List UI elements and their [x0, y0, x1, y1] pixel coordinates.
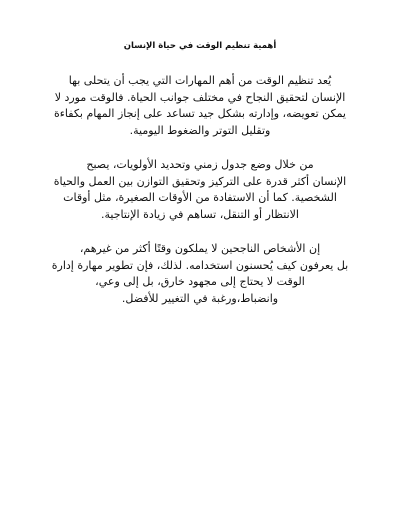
paragraph-line: وانضباط،ورغبة في التغيير للأفضل.: [121, 291, 279, 305]
document-title: أهمية تنظيم الوقت في حياة الإنسان: [123, 41, 277, 51]
paragraph-line: الوقت لا يحتاج إلى مجهود خارق، بل إلى وعي،: [95, 275, 305, 288]
paragraph-line: وتقليل التوتر والضغوط اليومية.: [129, 123, 271, 137]
paragraph-line: يُعد تنظيم الوقت من أهم المهارات التي يجب أن يتحلى بها: [68, 74, 332, 87]
paragraph-line: الإنسان أكثر قدرة على التركيز وتحقيق التوازن بين العمل والحياة: [53, 174, 347, 188]
paragraph-line: الانتظار أو التنقل، تساهم في زيادة الإنتاجية.: [101, 207, 299, 221]
paragraph-line: إن الأشخاص الناجحين لا يملكون وقتًا أكثر من غيرهم،: [79, 242, 321, 255]
paragraph-line: يمكن تعويضه، وإدارته بشكل جيد تساعد على إنجاز المهام بكفاءة: [53, 107, 346, 120]
paragraph-line: الشخصية. كما أن الاستفادة من الأوقات الصغيرة، مثل أوقات: [63, 191, 337, 204]
paragraph-line: الإنسان لتحقيق النجاح في مختلف جوانب الحياة. فالوقت مورد لا: [54, 90, 346, 104]
paragraph-line: بل يعرفون كيف يُحسنون استخدامه. لذلك، فإن تطوير مهارة إدارة: [51, 258, 349, 272]
paragraph-1: [44, 73, 356, 139]
paragraph-line: من خلال وضع جدول زمني وتحديد الأولويات، يصبح: [86, 158, 314, 171]
paragraph-2: [44, 157, 356, 223]
paragraph-3: [44, 241, 356, 307]
